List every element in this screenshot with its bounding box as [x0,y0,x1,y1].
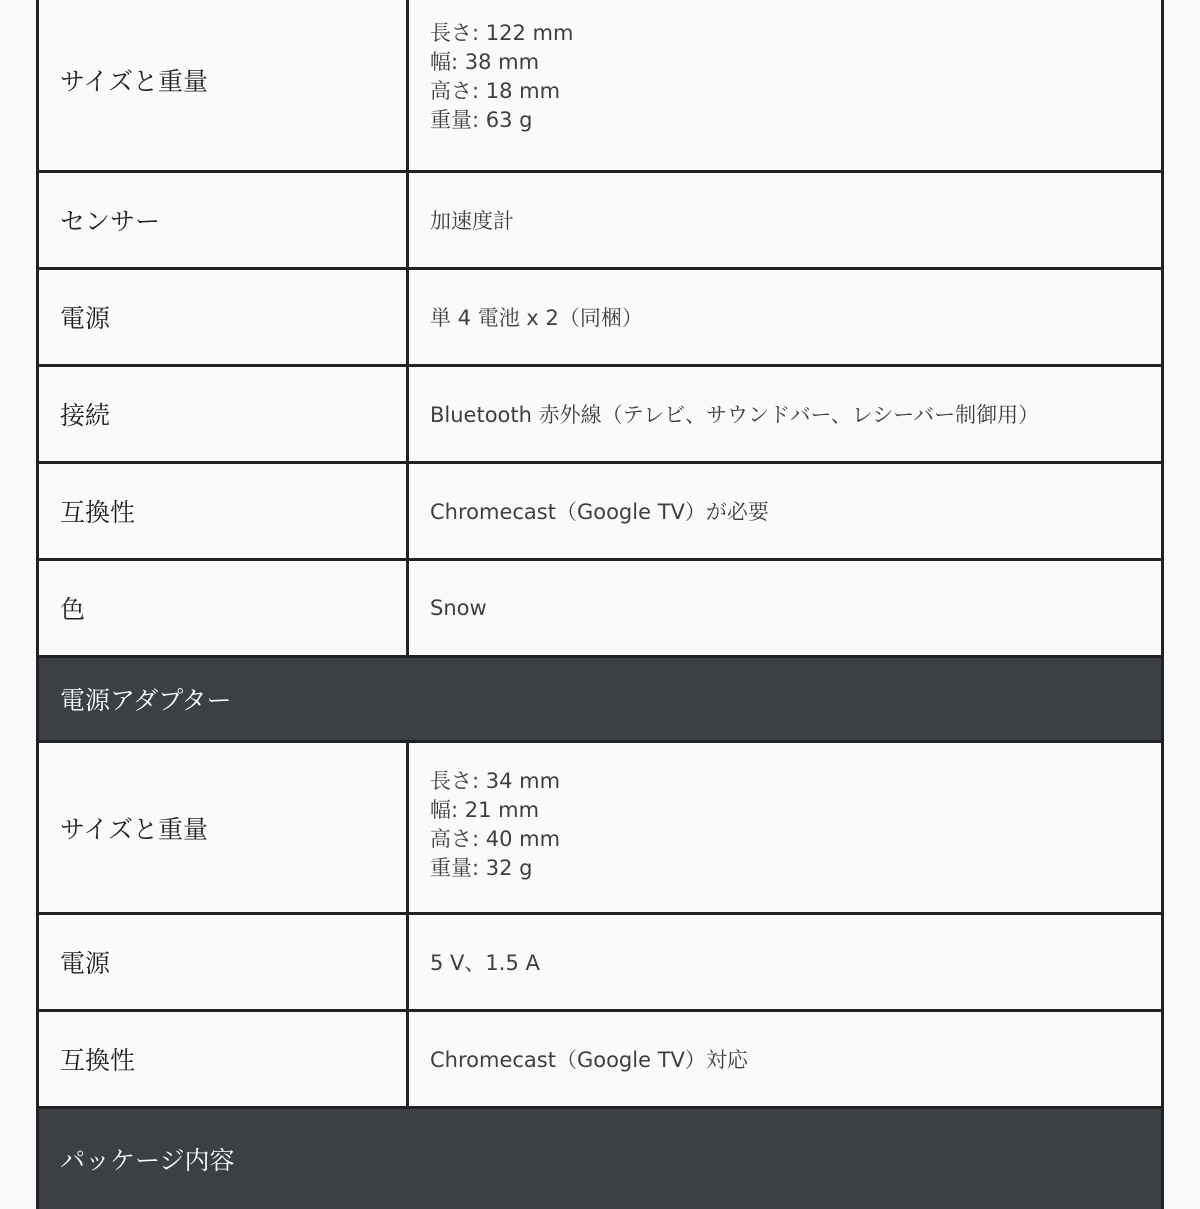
spec-row-adapter-size-weight [39,743,1161,915]
spec-value: Bluetooth 赤外線（テレビ、サウンドバー、レシーバー制御用） [430,403,1040,427]
spec-value-line: 高さ: 40 mm [430,826,561,851]
spec-value [409,743,1161,912]
spec-label: サイズと重量 [39,743,409,912]
spec-table [36,0,1164,1209]
spec-value-line: 長さ: 122 mm [430,21,574,45]
spec-label: 互換性 [39,1012,409,1106]
section-header-adapter: 電源アダプター [39,658,1161,743]
spec-row-remote-connectivity [39,367,1161,464]
spec-row-remote-sensor [39,173,1161,270]
spec-value: Snow [430,596,487,620]
spec-value-line: 高さ: 18 mm [430,79,561,103]
spec-value: Chromecast（Google TV）が必要 [430,500,769,524]
spec-value-line: 重量: 63 g [430,108,533,132]
spec-value [409,0,1161,170]
spec-value: Chromecast（Google TV）対応 [430,1048,748,1072]
spec-value-line: 長さ: 34 mm [430,768,561,793]
spec-value: 単 4 電池 x 2（同梱） [430,306,643,330]
spec-value-line: 幅: 21 mm [430,797,540,822]
spec-row-remote-size-weight [39,0,1161,173]
spec-row-remote-color [39,561,1161,658]
spec-label: センサー [39,173,409,267]
spec-label: 互換性 [39,464,409,558]
spec-row-adapter-power [39,915,1161,1012]
spec-value-line: 幅: 38 mm [430,50,540,74]
spec-row-remote-compatibility [39,464,1161,561]
spec-row-remote-power [39,270,1161,367]
spec-label: サイズと重量 [39,0,409,170]
spec-value: 5 V、1.5 A [430,951,540,975]
spec-label: 電源 [39,270,409,364]
spec-label: 電源 [39,915,409,1009]
spec-value-line: 重量: 32 g [430,855,533,880]
section-header-package: パッケージ内容 [39,1109,1161,1209]
spec-value: 加速度計 [430,209,514,233]
spec-label: 色 [39,561,409,655]
spec-row-adapter-compatibility [39,1012,1161,1109]
spec-label: 接続 [39,367,409,461]
